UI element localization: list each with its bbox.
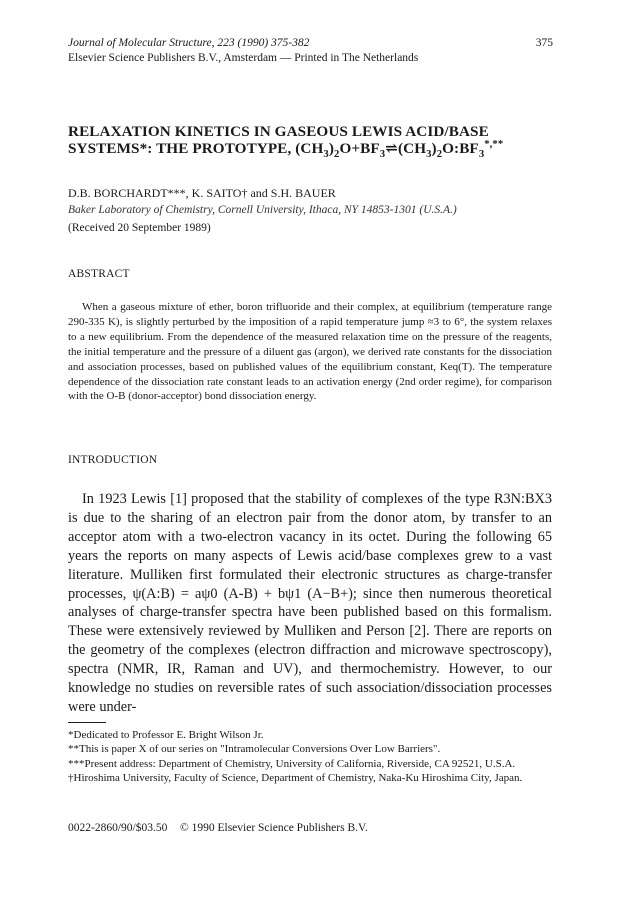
abstract-body: When a gaseous mixture of ether, boron trifluoride and their complex, at equilibrium (temperature range 290-335 K), is slightly perturbed by the imposition of a rapid temperature jump ≈3 to 6°, the system relaxes to a new equilibrium. From the dependence of the measured relaxation time on the pressure of the reagents, the initial temperature and the pressure of a diluent gas (argon), we derived rate constants for the dissociation and association processes, based on published values of the equilibrium constant, Keq(T). The temperature dependence of the dissociation rate constant leads to an activation energy (2nd order regime), for comparison with the O-B (donor-acceptor) bond dissociation energy. [68, 301, 552, 403]
footnote-1: *Dedicated to Professor E. Bright Wilson Jr. [68, 729, 264, 741]
article-title [68, 123, 568, 161]
footnote-4: †Hiroshima University, Faculty of Science, Department of Chemistry, Naka-Ku Hiroshima City, Japan. [68, 772, 523, 785]
issn-price-code: 0022-2860/90/$03.50 [68, 822, 168, 834]
title-line-2: SYSTEMS*: THE PROTOTYPE, $(CH_3)_2O+BF_3\rightleftharpoons(CH_3)_2O:BF_3^{*,**}$ [68, 138, 504, 161]
running-header [68, 36, 553, 66]
copyright-notice: © 1990 Elsevier Science Publishers B.V. [180, 822, 368, 834]
abstract-heading: ABSTRACT [68, 268, 130, 280]
title-line-2-prefix: SYSTEMS*: THE PROTOTYPE, (CH [68, 140, 324, 157]
bottom-line [68, 822, 548, 834]
footnote-2: **This is paper X of our series on "Intramolecular Conversions Over Low Barriers". [68, 743, 441, 756]
author-list: D.B. BORCHARDT***, K. SAITO† and S.H. BAUER [68, 186, 336, 200]
title-line-1: RELAXATION KINETICS IN GASEOUS LEWIS ACID/BASE [68, 123, 489, 140]
received-date: (Received 20 September 1989) [68, 222, 211, 234]
introduction-body: In 1923 Lewis [1] proposed that the stability of complexes of the type R3N:BX3 is due to the sharing of an electron pair from the donor atom, by transfer to an acceptor atom with a two-electron vacancy in its octet. During the following 65 years the reports on many aspects of Lewis acid/base complexes grew to a vast literature. Mulliken first formulated their electronic structures as charge-transfer processes, ψ(A:B) = aψ0 (A-B) + bψ1 (A−B+); since then numerous theoretical analyses of charge-transfer spectra have been published based on this formalism. These were extensively reviewed by Mulliken and Person [2]. There are reports on the geometry of the complexes (electron diffraction and microwave spectroscopy), spectra (NMR, IR, Raman and UV), and thermochemistry. However, to our knowledge no studies on reversible rates of such association/dissociation processes were under- [68, 491, 552, 715]
page-number: 375 [535, 37, 553, 49]
publisher-line: Elsevier Science Publishers B.V., Amsterdam — Printed in The Netherlands [68, 52, 419, 64]
footnote-3: ***Present address: Department of Chemistry, University of California, Riverside, CA 92521, U.S.A. [68, 757, 516, 770]
title-line-2-suffix: O:BF [442, 140, 479, 157]
affiliation: Baker Laboratory of Chemistry, Cornell University, Ithaca, NY 14853-1301 (U.S.A.) [68, 204, 457, 216]
footnote-rule [68, 722, 106, 723]
footnotes [68, 728, 552, 786]
introduction-heading: INTRODUCTION [68, 454, 158, 466]
journal-citation: Journal of Molecular Structure, 223 (1990) 375-382 [68, 37, 310, 49]
